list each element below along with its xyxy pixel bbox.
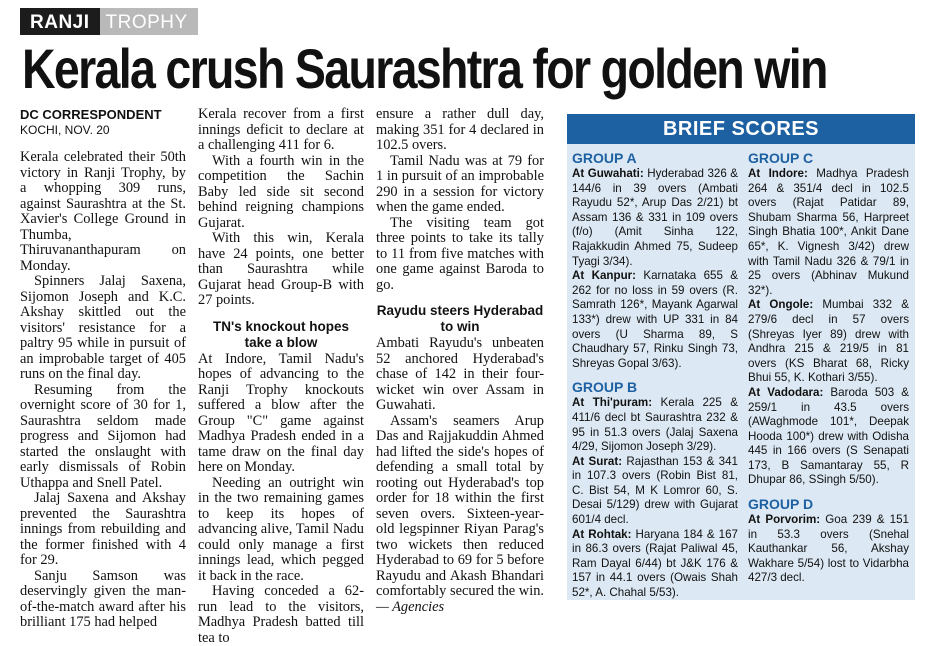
story-paragraph: Having conceded a 62-run lead to the visitors, Madhya Pradesh batted till tea to (198, 583, 364, 646)
group-a-title: GROUP A (572, 150, 637, 166)
score-entry (572, 167, 738, 269)
score-text: Rajasthan 153 & 341 in 107.3 overs (Robin Bist 81, C. Bist 54, M K Lomror 60, S. Desai 5/129) drew with Gujarat 601/4 decl. (572, 454, 738, 527)
venue: At Rohtak: (572, 527, 632, 541)
score-text: Goa 239 & 151 in 53.3 overs (Snehal Kauthankar 56, Akshay Wakhare 5/54) lost to Vidarbha 427/3 decl. (748, 513, 910, 585)
brief-column-right (748, 150, 909, 586)
subhead-tn: TN's knockout hopes take a blow (213, 318, 349, 350)
byline: DC CORRESPONDENT (20, 107, 162, 122)
score-text: Kerala 225 & 411/6 decl bt Saurashtra 232 & 95 in 51.3 overs (Jalaj Saxena 4/29, Sijomon Joseph 3/29). (572, 396, 738, 454)
brief-column-left (572, 150, 738, 601)
story-paragraph: Tamil Nadu was at 79 for 1 in pursuit of an improbable 290 in a session for victory when the game ended. (376, 152, 544, 215)
story-paragraph: Ambati Rayudu's unbeaten 52 anchored Hyderabad's chase of 142 in their four-wicket win over Assam in Guwahati. (376, 335, 544, 413)
story-paragraph: With this win, Kerala have 24 points, one better than Saurashtra while Gujarat head Group-B with 27 points. (198, 230, 364, 308)
section-tag-primary: RANJI (20, 8, 100, 35)
story-column-3 (376, 107, 544, 615)
brief-scores-box (567, 114, 915, 600)
agency-credit: — Agencies (376, 598, 445, 615)
story-paragraph: With a fourth win in the competition the Sachin Baby led side sit second behind reigning champions Gujarat. (198, 152, 364, 231)
score-text: Baroda 503 & 259/1 in 43.5 overs (AWaghmode 101*, Deepak Hooda 100*) drew with Odisha 445 in 166 overs (S Senapati 173, B Samantaray 55, R Dhupar 86, SSingh 5/50). (748, 385, 909, 487)
score-text: Haryana 184 & 167 in 86.3 overs (Rajat Paliwal 45, Ram Dayal 6/44) bt J&K 176 & 157 in 44.1 overs (Owais Shah 52*, A. Chahal 5/53). (572, 527, 738, 600)
section-tag-secondary: TROPHY (100, 8, 198, 35)
venue: At Ongole: (748, 298, 814, 312)
score-entry (572, 455, 738, 528)
venue: At Vadodara: (748, 385, 824, 399)
story-paragraph: Spinners Jalaj Saxena, Sijomon Joseph and K.C. Akshay skittled out the visitors' resistance for a paltry 95 while in pursuit of an improbable target of 405 runs on the final day. (20, 273, 186, 382)
venue: At Indore: (748, 167, 808, 180)
score-text: Karnataka 655 & 262 for no loss in 59 overs (R. Samrath 126*, Mayank Agarwal 133*) drew with UP 331 in 84 overs (U Sharma 89, S Chaudhary 57, Rinku Singh 73, Shreyas Gopal 3/63). (572, 269, 738, 370)
score-entry (572, 269, 738, 371)
score-entry (572, 396, 738, 454)
dateline: KOCHI, NOV. 20 (20, 123, 110, 137)
group-b-title: GROUP B (572, 379, 638, 396)
story-paragraph (376, 414, 544, 616)
score-entry (748, 167, 909, 298)
venue: At Surat: (572, 454, 623, 468)
story-paragraph: Sanju Samson was deservingly given the man-of-the-match award after his brilliant 175 had helped (20, 567, 186, 630)
story-paragraph: At Indore, Tamil Nadu's hopes of advancing to the Ranji Trophy knockouts suffered a blow after the Group "C" game against Madhya Pradesh ended in a tame draw on the final day here on Monday. (198, 350, 364, 475)
story-paragraph: Needing an outright win in the two remaining games to keep its hopes of advancing alive, Tamil Nadu could only manage a first innings lead, which pegged it back in the race. (198, 474, 364, 584)
venue: At Kanpur: (572, 269, 637, 283)
brief-scores-title: BRIEF SCORES (567, 114, 915, 144)
story-paragraph: ensure a rather dull day, making 351 for 4 declared in 102.5 overs. (376, 106, 544, 153)
headline: Kerala crush Saurashtra for golden win (22, 37, 827, 100)
venue: At Thi'puram: (572, 396, 653, 410)
score-entry (748, 386, 909, 488)
score-text: Hyderabad 326 & 144/6 in 39 overs (Ambati Rayudu 52*, Arup Das 2/21) bt Assam 136 & 331 in 109 overs (f/o) (Amit Sinha 122, Rajakkudin Ahmed 75, Sudeep Tyagi 3/34). (572, 167, 738, 268)
story-paragraph: Resuming from the overnight score of 30 for 1, Saurashtra seldom made progress and Sijomon had started the onslaught with early dismissals of Robin Uthappa and Snell Patel. (20, 381, 186, 491)
story-column-1 (20, 107, 186, 631)
group-d-title: GROUP D (748, 496, 814, 513)
venue: At Porvorim: (748, 513, 821, 527)
group-c-title: GROUP C (748, 150, 814, 166)
story-paragraph: Kerala recover from a first innings deficit to declare at a challenging 411 for 6. (198, 106, 364, 153)
story-paragraph: Kerala celebrated their 50th victory in Ranji Trophy, by a whopping 309 runs, against Saurashtra at the St. Xavier's College Ground in Thumba, Thiruvananthapuram on Monday. (20, 149, 186, 274)
score-entry (572, 528, 738, 601)
story-text: Assam's seamers Arup Das and Rajjakuddin Ahmed had lifted the side's hopes of defending a small total by rooting out Hyderabad's top order for 18 within the first seven overs. Sixteen-year-old legspinner Riyan Parag's two wickets then reduced Hyderabad to 69 for 5 before Rayudu and Akash Bhandari comfortably secured the win. (376, 412, 544, 599)
venue: At Guwahati: (572, 167, 644, 180)
section-tag (20, 8, 198, 35)
subhead-rayudu: Rayudu steers Hyderabad to win (376, 303, 544, 334)
score-text: Mumbai 332 & 279/6 decl in 57 overs (Shreyas Iyer 89) drew with Andhra 215 & 219/5 in 81 overs (KS Bharat 68, Ricky Bhui 55, K. Kothari 3/55). (748, 298, 910, 385)
story-column-2 (198, 107, 364, 646)
story-paragraph: Jalaj Saxena and Akshay prevented the Saurashtra innings from rebuilding and the former finished with 4 for 29. (20, 490, 186, 568)
score-entry (748, 298, 909, 386)
story-paragraph: The visiting team got three points to take its tally to 11 from five matches with one game against Baroda to go. (376, 214, 544, 293)
score-entry (748, 513, 909, 586)
score-text: Madhya Pradesh 264 & 351/4 decl in 102.5 overs (Rajat Patidar 89, Shubam Sharma 56, Harpreet Singh Bhatia 100*, Ankit Dane 65*, K. Vignesh 3/42) drew with Tamil Nadu 326 & 79/1 in 25 overs (Abhinav Mukund 32*). (748, 167, 909, 297)
